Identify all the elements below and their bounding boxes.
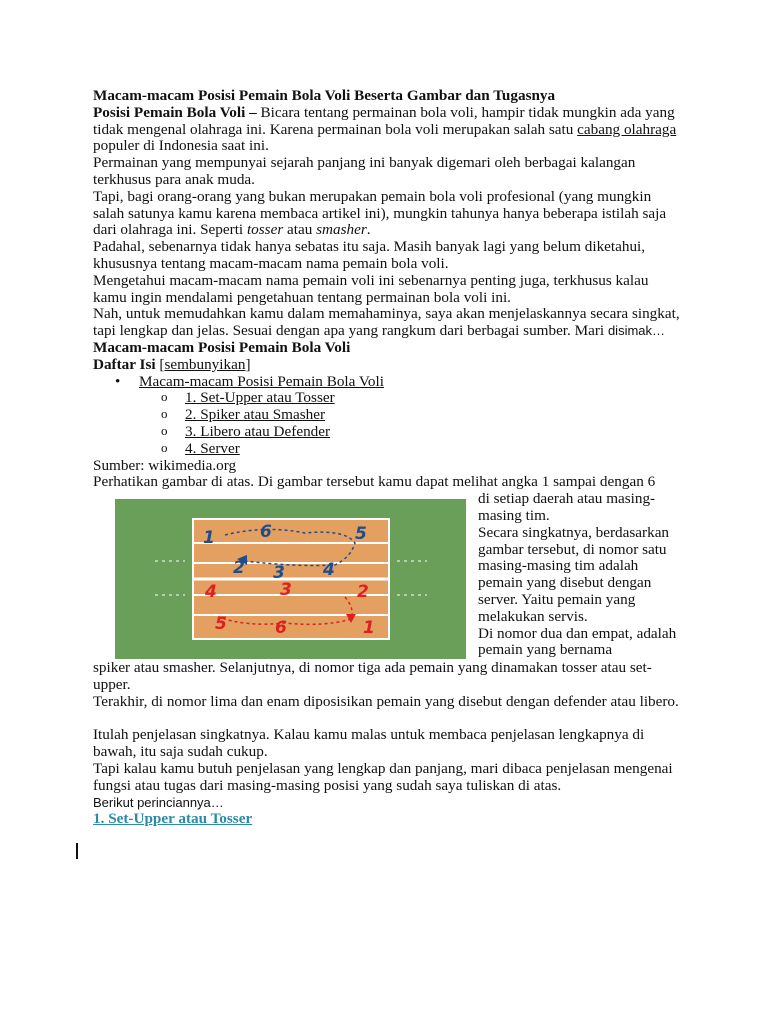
paragraph-2: Permainan yang mempunyai sejarah panjang ini banyak digemari oleh berbagai kalangan terkhusus para anak muda. [93,154,636,188]
toc-item-main [93,374,683,391]
court-number: 2 [357,582,369,603]
article-title: Macam-macam Posisi Pemain Bola Voli Beserta Gambar dan Tugasnya [93,87,556,104]
image-source: Sumber: wikimedia.org [93,456,237,474]
toc-link-main[interactable]: Macam-macam Posisi Pemain Bola Voli [139,372,384,390]
paragraph-10: Itulah penjelasan singkatnya. Kalau kamu malas untuk membaca penjelasan lengkapnya di bawah, itu saja sudah cukup. [93,726,645,761]
volleyball-court-image [115,499,466,659]
paragraph-3: Tapi, bagi orang-orang yang bukan merupakan pemain bola voli profesional (yang mungkin salah satunya kamu karena membaca artikel ini), mungkin tahunya hanya beberapa istilah saja dari olahraga ini. Seperti tosser atau smasher. [93,187,667,239]
paragraph-7: Perhatikan gambar di atas. Di gambar tersebut kamu dapat melihat angka 1 sampai dengan 6 [93,473,656,491]
toc-link-libero[interactable]: 3. Libero atau Defender [185,422,331,440]
toc-item [93,407,683,424]
paragraph-8: spiker atau smasher. Selanjutnya, di nomor tiga ada pemain yang dinamakan tosser atau set-upper. [93,659,652,693]
table-of-contents-header: Daftar Isi [sembunyikan] [93,355,251,373]
court-number: 1 [363,618,375,639]
toc-item [93,390,683,407]
toc-link-spiker[interactable]: 2. Spiker atau Smasher [185,406,326,424]
figure-block [93,491,683,660]
final-heading [93,811,683,828]
text-cursor [76,843,78,859]
court-number: 5 [355,524,367,545]
toc-item [93,424,683,441]
toc-hide-toggle[interactable]: sembunyikan [164,355,246,373]
article-body [93,88,683,828]
court-number: 2 [233,558,245,579]
cabang-olahraga-link[interactable]: cabang olahraga [577,120,677,138]
blank-line [93,711,683,728]
side-paragraph-3: Di nomor dua dan empat, adalah pemain yang bernama [478,624,677,659]
court-number: 6 [275,618,287,639]
court-number: 3 [273,563,285,584]
paragraph-11: Tapi kalau kamu butuh penjelasan yang lengkap dan panjang, mari dibaca penjelasan mengenai fungsi atau tugas dari masing-masing posisi yang sudah saya tuliskan di atas. [93,759,673,794]
court-number: 4 [205,582,217,603]
section-heading: Macam-macam Posisi Pemain Bola Voli [93,338,351,356]
court-number: 4 [323,560,335,581]
toc-link-set-upper[interactable]: 1. Set-Upper atau Tosser [185,389,335,407]
set-upper-heading-link[interactable]: 1. Set-Upper atau Tosser [93,810,253,828]
court-number: 5 [215,614,227,635]
toc-link-server[interactable]: 4. Server [185,439,240,457]
court-number: 3 [280,580,292,601]
paragraph-6: Nah, untuk memudahkan kamu dalam memahaminya, saya akan menjelaskannya secara singkat, tapi lengkap dan jelas. Sesuai dengan apa yang rangkum dari berbagai sumber. Mari disimak… [93,305,680,340]
court-number: 1 [203,528,215,549]
court-number: 6 [260,522,272,543]
table-of-contents [93,374,683,458]
toc-item [93,441,683,458]
paragraph-12: Berikut perinciannya… [93,794,224,810]
side-paragraph-1: di setiap daerah atau masing-masing tim. [478,490,656,524]
intro-paragraph: Posisi Pemain Bola Voli – Bicara tentang permainan bola voli, hampir tidak mungkin ada yang tidak mengenal olahraga ini. Karena permainan bola voli merupakan salah satu cabang olahraga populer di Indonesia saat ini. [93,103,677,155]
paragraph-5: Mengetahui macam-macam nama pemain voli ini sebenarnya penting juga, terkhusus kalau kamu ingin mendalami pengetahuan tentang permainan bola voli ini. [93,271,649,306]
paragraph-9: Terakhir, di nomor lima dan enam diposisikan pemain yang disebut dengan defender atau libero. [93,692,679,710]
side-paragraph-2: Secara singkatnya, berdasarkan gambar tersebut, di nomor satu masing-masing tim adalah pemain yang disebut dengan server. Yaitu pemain yang melakukan servis. [478,523,670,625]
court-diagram [115,499,466,659]
figure-side-text [478,491,678,659]
paragraph-4: Padahal, sebenarnya tidak hanya sebatas itu saja. Masih banyak lagi yang belum diketahui, khususnya tentang macam-macam nama pemain bola voli. [93,238,646,272]
